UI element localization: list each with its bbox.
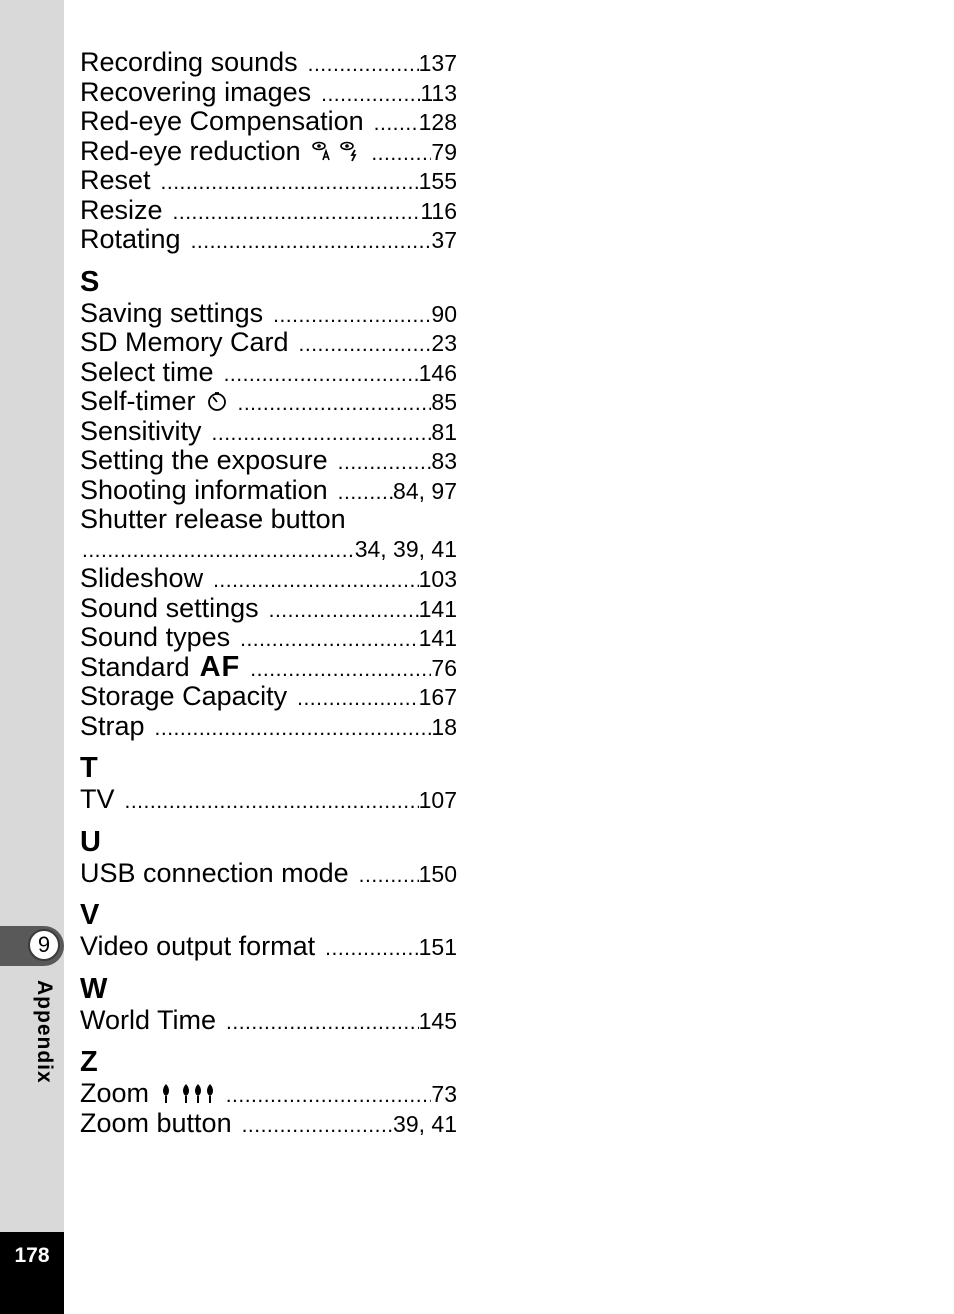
index-entry <box>80 78 457 108</box>
entry-label: Video output format <box>80 931 316 961</box>
dot-leader <box>242 1111 393 1141</box>
entry-label: Recovering images <box>80 76 312 107</box>
self-timer-icon <box>206 390 228 412</box>
red-eye-icons <box>311 138 362 168</box>
index-entry <box>80 535 457 565</box>
entry-label: Slideshow <box>80 563 204 593</box>
entry-label: Rotating <box>80 224 181 254</box>
index-entry <box>80 1109 457 1139</box>
dot-leader <box>297 684 419 714</box>
index-entry <box>80 1079 457 1109</box>
zoom-wide-trees-icon <box>180 1082 216 1104</box>
index-entry <box>80 594 457 624</box>
entry-label: SD Memory Card <box>80 327 289 357</box>
index-letter-z: Z <box>80 1046 98 1078</box>
index-entry <box>80 225 457 255</box>
dot-leader <box>173 198 421 228</box>
dot-leader <box>359 861 419 891</box>
entry-label: Shooting information <box>80 474 328 505</box>
dot-leader <box>338 478 393 508</box>
entry-page: 81 <box>431 418 457 445</box>
zoom-tele-tree-icon <box>159 1082 173 1104</box>
entry-page: 103 <box>418 566 457 592</box>
index-entry <box>80 328 457 358</box>
entry-label: Red-eye reduction <box>80 135 301 166</box>
sidebar <box>0 0 64 1314</box>
entry-page: 141 <box>418 595 457 622</box>
dot-leader <box>273 301 431 331</box>
index-entry <box>80 137 457 167</box>
dot-leader <box>240 625 419 655</box>
entry-label: Resize <box>80 194 163 225</box>
index-entry <box>80 932 457 962</box>
index-entry <box>80 358 457 388</box>
entry-label: Shutter release button <box>80 504 346 534</box>
self-timer-icon-wrap <box>206 388 228 418</box>
dot-leader <box>325 934 418 964</box>
dot-leader <box>191 227 432 257</box>
entry-page: 76 <box>431 654 457 681</box>
entry-label: Zoom <box>80 1078 150 1108</box>
index-entry <box>80 446 457 476</box>
entry-label: Standard <box>80 651 190 682</box>
chapter-number: 9 <box>28 929 60 961</box>
entry-label: Self-timer <box>80 386 196 416</box>
entry-page: 128 <box>418 109 457 135</box>
entry-label: Sound settings <box>80 592 259 623</box>
entry-page: 113 <box>420 79 457 106</box>
entry-label: Sensitivity <box>80 415 202 446</box>
dot-leader <box>212 419 432 449</box>
entry-page: 167 <box>418 684 457 710</box>
index-entry <box>80 48 457 78</box>
red-eye-auto-icon <box>311 140 333 162</box>
index-entry <box>80 196 457 226</box>
entry-label: Select time <box>80 356 214 387</box>
dot-leader <box>269 596 419 626</box>
entry-page: 145 <box>418 1007 457 1034</box>
index-letter-s: S <box>80 265 100 298</box>
index-letter-t: T <box>80 752 98 784</box>
entry-page: 116 <box>420 197 457 224</box>
entry-label: Storage Capacity <box>80 681 288 711</box>
index-entry <box>80 712 457 742</box>
entry-label: Zoom button <box>80 1107 232 1138</box>
index-entry <box>80 682 457 712</box>
dot-leader <box>155 714 432 744</box>
dot-leader <box>371 139 431 169</box>
entry-label: Sound types <box>80 622 231 652</box>
page-number: 178 <box>14 1244 50 1267</box>
dot-leader <box>374 109 419 139</box>
index-list <box>80 48 457 1138</box>
index-entry <box>80 650 457 683</box>
entry-page: 34, 39, 41 <box>354 535 457 562</box>
index-entry <box>80 107 457 137</box>
entry-label: World Time <box>80 1004 217 1035</box>
entry-label: Setting the exposure <box>80 445 328 475</box>
entry-page: 141 <box>418 625 457 651</box>
dot-leader <box>82 536 355 566</box>
index-entry <box>80 417 457 447</box>
entry-label: Recording sounds <box>80 47 298 77</box>
zoom-icons <box>159 1080 216 1110</box>
index-entry <box>80 785 457 815</box>
entry-label: Saving settings <box>80 297 264 328</box>
entry-page: 79 <box>431 138 457 165</box>
index-entry <box>80 166 457 196</box>
dot-leader <box>226 1081 432 1111</box>
dot-leader <box>321 80 420 110</box>
dot-leader <box>338 448 432 478</box>
index-entry <box>80 564 457 594</box>
entry-label: USB connection mode <box>80 857 349 888</box>
index-entry <box>80 623 457 653</box>
index-entry <box>80 476 457 506</box>
index-letter-w: W <box>80 972 108 1005</box>
entry-page: 146 <box>418 359 457 386</box>
index-letter-v: V <box>80 899 100 931</box>
section-label: Appendix <box>33 980 56 1084</box>
dot-leader <box>224 360 419 390</box>
entry-page: 137 <box>418 50 457 76</box>
dot-leader <box>161 168 419 198</box>
entry-page: 90 <box>431 300 457 327</box>
entry-page: 85 <box>431 389 457 415</box>
index-letter-u: U <box>80 825 101 858</box>
entry-page: 39, 41 <box>393 1110 457 1137</box>
entry-label: Strap <box>80 710 145 741</box>
entry-page: 18 <box>431 713 457 740</box>
entry-page: 151 <box>418 934 457 960</box>
af-icon: AF <box>199 650 241 683</box>
entry-page: 73 <box>431 1081 457 1107</box>
dot-leader <box>226 1008 419 1038</box>
entry-page: 84, 97 <box>393 477 457 504</box>
red-eye-flash-icon <box>339 140 361 162</box>
entry-page: 155 <box>418 168 457 194</box>
dot-leader <box>250 655 431 685</box>
dot-leader <box>308 50 419 80</box>
index-entry <box>80 1006 457 1036</box>
entry-page: 23 <box>431 330 457 356</box>
entry-page: 107 <box>418 787 457 813</box>
entry-page: 83 <box>431 448 457 474</box>
dot-leader <box>213 566 419 596</box>
entry-page: 37 <box>431 227 457 253</box>
index-entry <box>80 299 457 329</box>
dot-leader <box>299 330 432 360</box>
entry-page: 150 <box>418 860 457 887</box>
entry-label: Reset <box>80 165 151 195</box>
entry-label: TV <box>80 784 115 814</box>
entry-label: Red-eye Compensation <box>80 106 364 136</box>
page-number-box <box>0 1232 64 1314</box>
dot-leader <box>125 787 419 817</box>
index-entry <box>80 859 457 889</box>
index-entry <box>80 387 457 417</box>
dot-leader <box>238 389 432 419</box>
